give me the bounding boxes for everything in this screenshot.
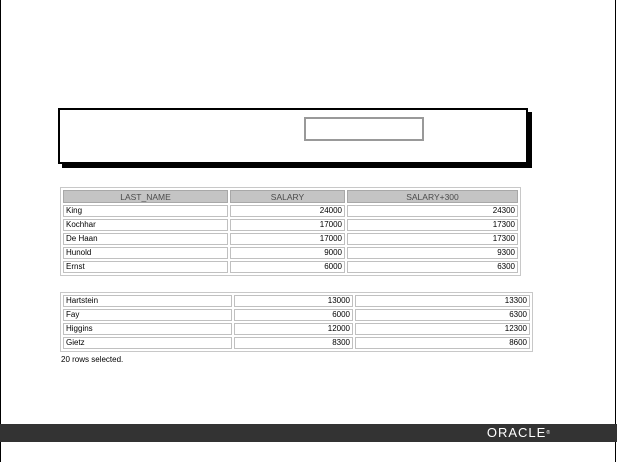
highlight-box: [304, 117, 424, 141]
sql-statement-box: [58, 108, 528, 164]
table-header-row: [63, 190, 518, 203]
oracle-logo-text: ORACLE: [486, 425, 547, 440]
result-table-top: [60, 187, 521, 276]
registered-mark: ®: [546, 430, 551, 436]
cell-last-name: Hunold: [63, 247, 228, 259]
oracle-logo: [487, 426, 551, 440]
cell-salary-plus-300: 17300: [347, 219, 518, 231]
footer-bar: [0, 424, 617, 442]
cell-salary-plus-300: 12300: [355, 323, 530, 335]
cell-salary-plus-300: 6300: [347, 261, 518, 273]
cell-salary: 6000: [230, 261, 345, 273]
table-row: [63, 295, 530, 307]
cell-salary-plus-300: 6300: [355, 309, 530, 321]
cell-salary-plus-300: 17300: [347, 233, 518, 245]
cell-salary: 13000: [234, 295, 353, 307]
cell-last-name: De Haan: [63, 233, 228, 245]
column-header-last-name: LAST_NAME: [63, 190, 228, 203]
cell-salary-plus-300: 8600: [355, 337, 530, 349]
cell-salary: 6000: [234, 309, 353, 321]
cell-salary: 24000: [230, 205, 345, 217]
cell-salary: 17000: [230, 219, 345, 231]
column-header-salary: SALARY: [230, 190, 345, 203]
cell-salary-plus-300: 24300: [347, 205, 518, 217]
cell-salary: 12000: [234, 323, 353, 335]
cell-salary: 8300: [234, 337, 353, 349]
table-row: [63, 337, 530, 349]
cell-last-name: Ernst: [63, 261, 228, 273]
cell-last-name: Higgins: [63, 323, 232, 335]
column-header-salary-plus-300: SALARY+300: [347, 190, 518, 203]
table-row: [63, 323, 530, 335]
rows-selected-status: 20 rows selected.: [61, 355, 124, 364]
cell-last-name: Hartstein: [63, 295, 232, 307]
table-row: [63, 261, 518, 273]
table-row: [63, 309, 530, 321]
cell-last-name: Gietz: [63, 337, 232, 349]
cell-salary-plus-300: 9300: [347, 247, 518, 259]
cell-salary: 9000: [230, 247, 345, 259]
table-row: [63, 205, 518, 217]
table-row: [63, 247, 518, 259]
cell-salary: 17000: [230, 233, 345, 245]
cell-last-name: Fay: [63, 309, 232, 321]
table-row: [63, 219, 518, 231]
cell-last-name: King: [63, 205, 228, 217]
table-row: [63, 233, 518, 245]
cell-last-name: Kochhar: [63, 219, 228, 231]
result-table-bottom: [60, 292, 533, 352]
cell-salary-plus-300: 13300: [355, 295, 530, 307]
